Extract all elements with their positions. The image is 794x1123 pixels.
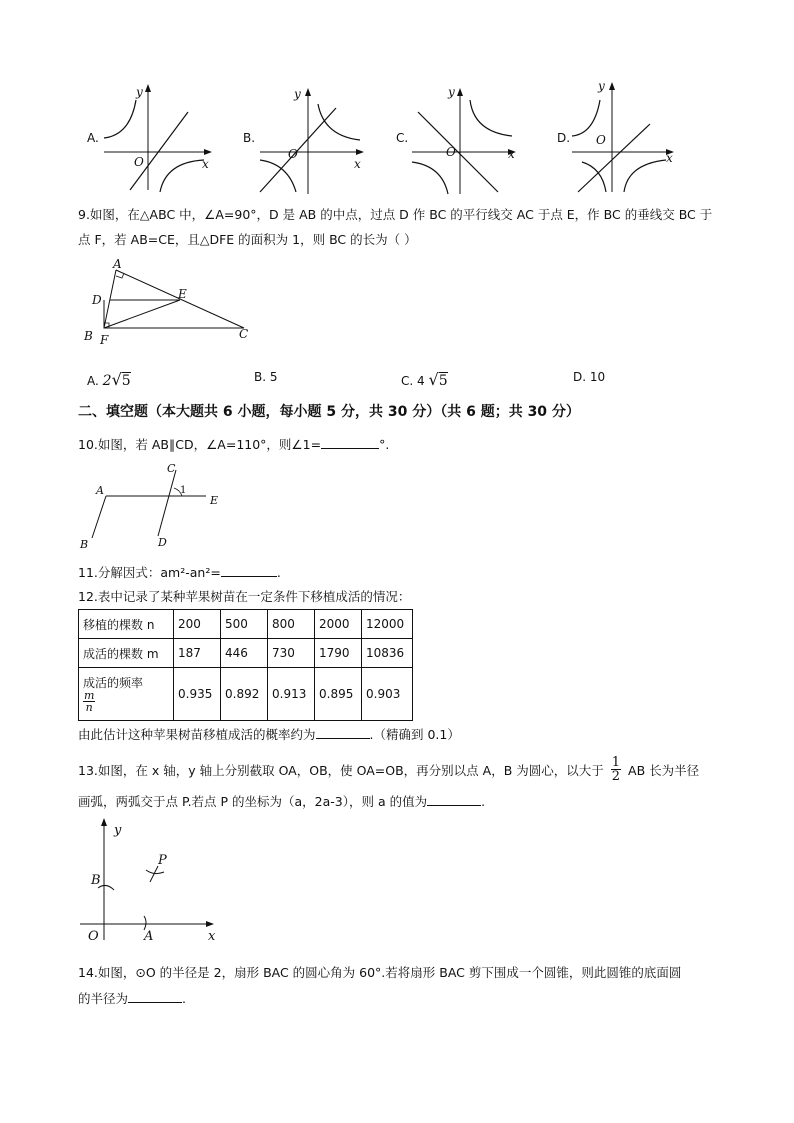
q13-question: 画弧，两弧交于点 P.若点 P 的坐标为（a，2a-3），则 a 的值为 (78, 794, 428, 809)
table-cell: 1790 (315, 639, 362, 668)
q9-option-b-value: 5 (269, 370, 278, 384)
q12-table (78, 609, 413, 721)
fraction-numerator: m (84, 688, 95, 702)
q8-d-x-label: x (666, 151, 673, 165)
q13-label-b: B (91, 873, 101, 888)
q8-c-x-label: x (508, 147, 515, 161)
q8-c-y-label: y (448, 85, 455, 99)
q12-row3-fraction (83, 690, 95, 713)
q10-suffix: °. (379, 437, 390, 452)
q9-label-b: B (84, 329, 93, 343)
q9-label-d: D (92, 293, 102, 307)
q11-text (78, 563, 281, 581)
table-cell: 187 (174, 639, 221, 668)
q9-option-a-coef: 2 (102, 373, 112, 389)
table-cell: 730 (268, 639, 315, 668)
q9-option-a (87, 370, 131, 389)
table-cell: 12000 (362, 610, 413, 639)
q12-row1-label: 移植的棵数 n (79, 610, 174, 639)
q13-answer-blank (427, 793, 481, 806)
q13-label-p: P (158, 853, 167, 868)
q10-answer-blank (321, 436, 379, 449)
q13-label-o: O (88, 929, 99, 944)
q8-d-y-label: y (598, 79, 605, 93)
table-cell: 446 (221, 639, 268, 668)
q9-option-c-coef: 4 (417, 374, 425, 388)
q10-label-d: D (158, 536, 167, 549)
table-cell: 2000 (315, 610, 362, 639)
q10-question: 10.如图，若 AB∥CD，∠A=110°，则∠1= (78, 437, 322, 452)
q9-option-c-radicand: 5 (438, 373, 448, 389)
q12-after-text (78, 725, 460, 743)
q8-d-origin-label: O (596, 133, 606, 147)
q8-graph-a (100, 80, 220, 195)
fraction-numerator: 1 (611, 755, 621, 770)
q13-label-x: x (208, 929, 216, 944)
q13-text-part1: 13.如图，在 x 轴，y 轴上分别截取 OA，OB，使 OA=OB，再分别以点 A，B 为圆心，以大于 (78, 763, 604, 778)
q8-option-a-label: A. (87, 131, 99, 145)
q8-b-x-label: x (354, 157, 361, 171)
q11-suffix: . (276, 565, 281, 580)
q9-option-b-label: B. (254, 370, 267, 384)
q12-row3-label: 成活的频率 (83, 675, 144, 690)
q13-fraction (611, 756, 621, 783)
table-cell: 800 (268, 610, 315, 639)
q11-question: 11.分解因式：am²-an²= (78, 565, 221, 580)
q8-graph-d (568, 78, 688, 196)
q9-option-a-label: A. (87, 374, 99, 388)
q12-answer-blank (316, 726, 370, 739)
q14-suffix: . (182, 991, 186, 1006)
q9-triangle-figure (82, 258, 262, 348)
sqrt-icon: √ (428, 370, 439, 389)
table-cell: 0.895 (315, 668, 362, 721)
table-cell: 200 (174, 610, 221, 639)
q9-text-line1: 9.如图，在△ABC 中，∠A=90°，D 是 AB 的中点，过点 D 作 BC 的平行线交 AC 于点 E，作 BC 的垂线交 BC 于 (78, 207, 713, 222)
q10-label-c: C (167, 462, 176, 475)
q8-option-b-label: B. (243, 131, 256, 145)
q8-a-y-label: y (136, 85, 143, 99)
q9-option-b (254, 370, 278, 384)
table-row (79, 668, 413, 721)
table-cell: 0.913 (268, 668, 315, 721)
q10-label-e: E (210, 494, 219, 507)
table-cell: 0.903 (362, 668, 413, 721)
q14-answer-blank (128, 990, 182, 1003)
q13-text-part2: AB 长为半径 (628, 763, 700, 778)
q9-label-e: E (178, 287, 187, 301)
q12-text: 12.表中记录了某种苹果树苗在一定条件下移植成活的情况： (78, 589, 411, 604)
q8-a-x-label: x (202, 157, 209, 171)
q13-label-y: y (114, 823, 122, 838)
q12-after: 由此估计这种苹果树苗移植成活的概率约为 (78, 727, 316, 742)
q9-option-d (573, 370, 605, 384)
table-cell: 500 (221, 610, 268, 639)
q12-row2-label: 成活的棵数 m (79, 639, 174, 668)
q9-option-c-label: C. (401, 374, 414, 388)
q8-b-y-label: y (294, 87, 301, 101)
q13-suffix: . (481, 794, 486, 809)
q13-label-a: A (144, 929, 154, 944)
q10-label-angle1: 1 (180, 485, 187, 496)
q10-label-a: A (96, 484, 104, 497)
q9-text-line2: 点 F，若 AB=CE，且△DFE 的面积为 1，则 BC 的长为（ ） (78, 232, 417, 247)
q8-graph-b (256, 84, 376, 199)
q9-option-a-radicand: 5 (121, 373, 131, 389)
q11-answer-blank (221, 564, 277, 577)
q12-row3-label-cell (79, 668, 174, 721)
q14-question: 的半径为 (78, 991, 129, 1006)
table-cell: 0.935 (174, 668, 221, 721)
q12-after-suffix: .（精确到 0.1） (369, 727, 460, 742)
q8-option-d-label: D. (557, 131, 571, 145)
q14-text-line1: 14.如图，⊙O 的半径是 2，扇形 BAC 的圆心角为 60°.若将扇形 BAC 剪下围成一个圆锥，则此圆锥的底面圆 (78, 965, 682, 980)
q10-figure (78, 460, 228, 550)
q9-label-c: C (239, 327, 249, 341)
q8-b-origin-label: O (288, 147, 298, 161)
q8-graph-c (408, 84, 528, 199)
q13-text-line1 (78, 755, 700, 785)
section2-title: 二、填空题（本大题共 6 小题，每小题 5 分，共 30 分）（共 6 题；共 30 分） (78, 404, 580, 420)
q9-option-c (401, 370, 448, 389)
q13-text-line2 (78, 792, 485, 810)
q8-c-origin-label: O (446, 145, 456, 159)
q9-option-d-value: 10 (589, 370, 606, 384)
table-cell: 10836 (362, 639, 413, 668)
q10-text (78, 435, 389, 453)
q14-text-line2 (78, 989, 186, 1007)
fraction-denominator: n (85, 700, 93, 714)
sqrt-icon: √ (111, 370, 122, 389)
q10-label-b: B (80, 538, 89, 551)
q9-option-d-label: D. (573, 370, 587, 384)
table-row (79, 610, 413, 639)
q8-a-origin-label: O (134, 155, 144, 169)
q9-label-a: A (113, 257, 122, 271)
q9-label-f: F (100, 333, 109, 347)
table-row (79, 639, 413, 668)
fraction-denominator: 2 (611, 769, 621, 784)
table-cell: 0.892 (221, 668, 268, 721)
q8-option-c-label: C. (396, 131, 409, 145)
q13-figure (78, 812, 228, 947)
